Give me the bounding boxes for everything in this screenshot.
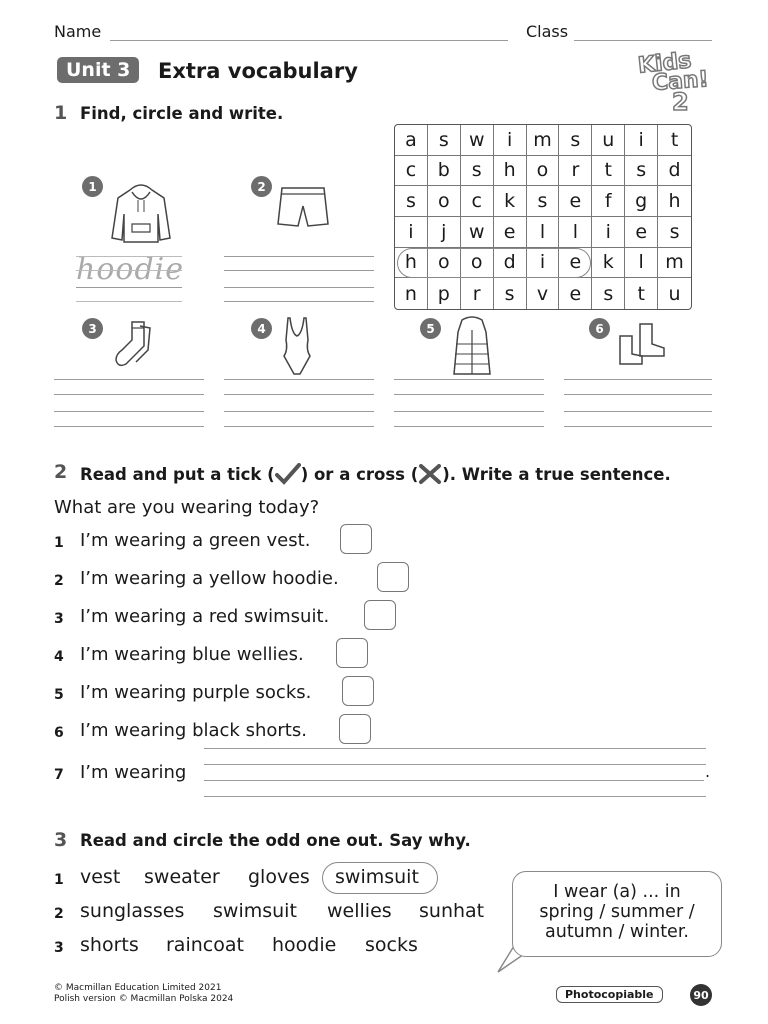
grid-cell[interactable]: v <box>527 278 560 309</box>
sentence-7-period: . <box>705 762 711 781</box>
row-number: 3 <box>54 940 64 956</box>
grid-cell[interactable]: b <box>428 156 461 187</box>
grid-cell[interactable]: c <box>395 156 428 187</box>
unit-title: Extra vocabulary <box>158 59 358 83</box>
word[interactable]: hoodie <box>272 934 337 956</box>
sentence-2: I’m wearing a yellow hoodie. <box>80 568 339 589</box>
grid-cell[interactable]: h <box>658 186 691 217</box>
grid-cell[interactable]: t <box>592 156 625 187</box>
page-number: 90 <box>690 984 712 1006</box>
photocopiable-label: Photocopiable <box>556 986 663 1003</box>
sentence-5: I’m wearing purple socks. <box>80 682 312 703</box>
grid-cell[interactable]: s <box>592 278 625 309</box>
word[interactable]: vest <box>80 866 121 888</box>
sentence-3: I’m wearing a red swimsuit. <box>80 606 330 627</box>
grid-cell[interactable]: u <box>592 125 625 156</box>
grid-cell[interactable]: w <box>461 217 494 248</box>
picture-number-6: 6 <box>589 318 610 339</box>
tick-icon <box>275 463 301 485</box>
example-answer-hoodie: hoodie <box>76 252 184 287</box>
grid-cell[interactable]: s <box>428 125 461 156</box>
ex2-number: 2 <box>54 461 68 483</box>
picture-number-4: 4 <box>251 318 272 339</box>
grid-cell[interactable]: d <box>494 248 527 279</box>
grid-cell[interactable]: t <box>658 125 691 156</box>
grid-cell[interactable]: e <box>559 278 592 309</box>
sentence-4: I’m wearing blue wellies. <box>80 644 304 665</box>
sentence-number: 3 <box>54 611 64 627</box>
grid-cell[interactable]: p <box>428 278 461 309</box>
grid-cell[interactable]: k <box>592 248 625 279</box>
grid-cell[interactable]: j <box>428 217 461 248</box>
grid-cell[interactable]: s <box>461 156 494 187</box>
grid-cell[interactable]: s <box>625 156 658 187</box>
word[interactable]: swimsuit <box>335 866 419 888</box>
ex1-title: Find, circle and write. <box>80 104 284 123</box>
grid-cell[interactable]: s <box>658 217 691 248</box>
grid-cell[interactable]: s <box>494 278 527 309</box>
word[interactable]: sunhat <box>419 900 485 922</box>
wellies-icon <box>616 322 668 366</box>
grid-cell[interactable]: d <box>658 156 691 187</box>
socks-icon <box>110 320 156 368</box>
grid-cell[interactable]: o <box>527 156 560 187</box>
word[interactable]: raincoat <box>166 934 244 956</box>
speech-bubble: I wear (a) ... in spring / summer / autumn / winter. <box>512 871 722 957</box>
grid-cell[interactable]: f <box>592 186 625 217</box>
grid-cell[interactable]: i <box>592 217 625 248</box>
grid-cell[interactable]: i <box>527 248 560 279</box>
tickbox-5[interactable] <box>342 676 374 706</box>
grid-cell[interactable]: t <box>625 278 658 309</box>
grid-cell[interactable]: o <box>428 186 461 217</box>
word-search-grid[interactable] <box>394 124 692 310</box>
grid-cell[interactable]: e <box>494 217 527 248</box>
grid-cell[interactable]: n <box>395 278 428 309</box>
name-line[interactable] <box>110 40 508 41</box>
grid-cell[interactable]: g <box>625 186 658 217</box>
grid-cell[interactable]: e <box>559 248 592 279</box>
ex3-title: Read and circle the odd one out. Say why. <box>80 831 471 850</box>
grid-cell[interactable]: r <box>559 156 592 187</box>
word[interactable]: shorts <box>80 934 139 956</box>
grid-cell[interactable]: a <box>395 125 428 156</box>
class-line[interactable] <box>574 40 712 41</box>
grid-cell[interactable]: h <box>494 156 527 187</box>
picture-number-5: 5 <box>420 318 441 339</box>
grid-cell[interactable]: m <box>527 125 560 156</box>
grid-cell[interactable]: c <box>461 186 494 217</box>
sentence-number: 4 <box>54 649 64 665</box>
ex3-number: 3 <box>54 829 68 851</box>
grid-cell[interactable]: e <box>559 186 592 217</box>
word[interactable]: gloves <box>248 866 310 888</box>
shorts-icon <box>276 184 330 230</box>
picture-number-3: 3 <box>82 318 103 339</box>
ex1-number: 1 <box>54 102 68 124</box>
sentence-number: 5 <box>54 687 64 703</box>
grid-cell[interactable]: o <box>461 248 494 279</box>
word[interactable]: sunglasses <box>80 900 185 922</box>
word[interactable]: socks <box>365 934 418 956</box>
unit-badge: Unit 3 <box>57 57 139 83</box>
row-number: 2 <box>54 906 64 922</box>
kids-can-logo: Kids Can! 2 <box>636 48 710 116</box>
word[interactable]: swimsuit <box>213 900 297 922</box>
sentence-number: 6 <box>54 725 64 741</box>
grid-cell[interactable]: i <box>625 125 658 156</box>
grid-cell[interactable]: i <box>494 125 527 156</box>
sentence-7: I’m wearing <box>80 762 187 783</box>
tickbox-6[interactable] <box>339 714 371 744</box>
grid-cell[interactable]: e <box>625 217 658 248</box>
grid-cell[interactable]: l <box>625 248 658 279</box>
swimsuit-icon <box>280 316 314 378</box>
tickbox-3[interactable] <box>364 600 396 630</box>
vest-icon <box>450 316 494 378</box>
tickbox-4[interactable] <box>336 638 368 668</box>
sentence-number: 7 <box>54 767 64 783</box>
word[interactable]: sweater <box>144 866 220 888</box>
grid-cell[interactable]: w <box>461 125 494 156</box>
grid-cell[interactable]: s <box>559 125 592 156</box>
copyright: © Macmillan Education Limited 2021 Polish version © Macmillan Polska 2024 <box>54 983 234 1004</box>
grid-cell[interactable]: s <box>395 186 428 217</box>
grid-cell[interactable]: s <box>527 186 560 217</box>
word[interactable]: wellies <box>327 900 392 922</box>
grid-cell[interactable]: i <box>395 217 428 248</box>
grid-cell[interactable]: u <box>668 282 681 305</box>
sentence-number: 2 <box>54 573 64 589</box>
tickbox-1[interactable] <box>340 524 372 554</box>
hoodie-circle <box>397 248 591 278</box>
grid-cell[interactable]: m <box>658 248 691 279</box>
picture-number-2: 2 <box>251 176 272 197</box>
row-number: 1 <box>54 872 64 888</box>
sentence-6: I’m wearing black shorts. <box>80 720 307 741</box>
grid-cell[interactable]: k <box>494 186 527 217</box>
grid-cell[interactable]: h <box>395 248 428 279</box>
grid-cell[interactable]: r <box>461 278 494 309</box>
grid-cell[interactable]: l <box>527 217 560 248</box>
swimsuit-circle <box>322 862 438 894</box>
class-label: Class <box>526 22 569 41</box>
picture-number-1: 1 <box>82 176 103 197</box>
grid-cell[interactable]: o <box>428 248 461 279</box>
sentence-number: 1 <box>54 535 64 551</box>
ex2-question: What are you wearing today? <box>54 497 320 518</box>
hoodie-icon <box>108 180 174 246</box>
cross-icon <box>418 463 442 485</box>
name-label: Name <box>54 22 102 41</box>
grid-cell[interactable]: l <box>559 217 592 248</box>
ex2-title: Read and put a tick ( ) or a cross ( ). Write a true sentence. <box>80 464 671 484</box>
sentence-1: I’m wearing a green vest. <box>80 530 311 551</box>
tickbox-2[interactable] <box>377 562 409 592</box>
